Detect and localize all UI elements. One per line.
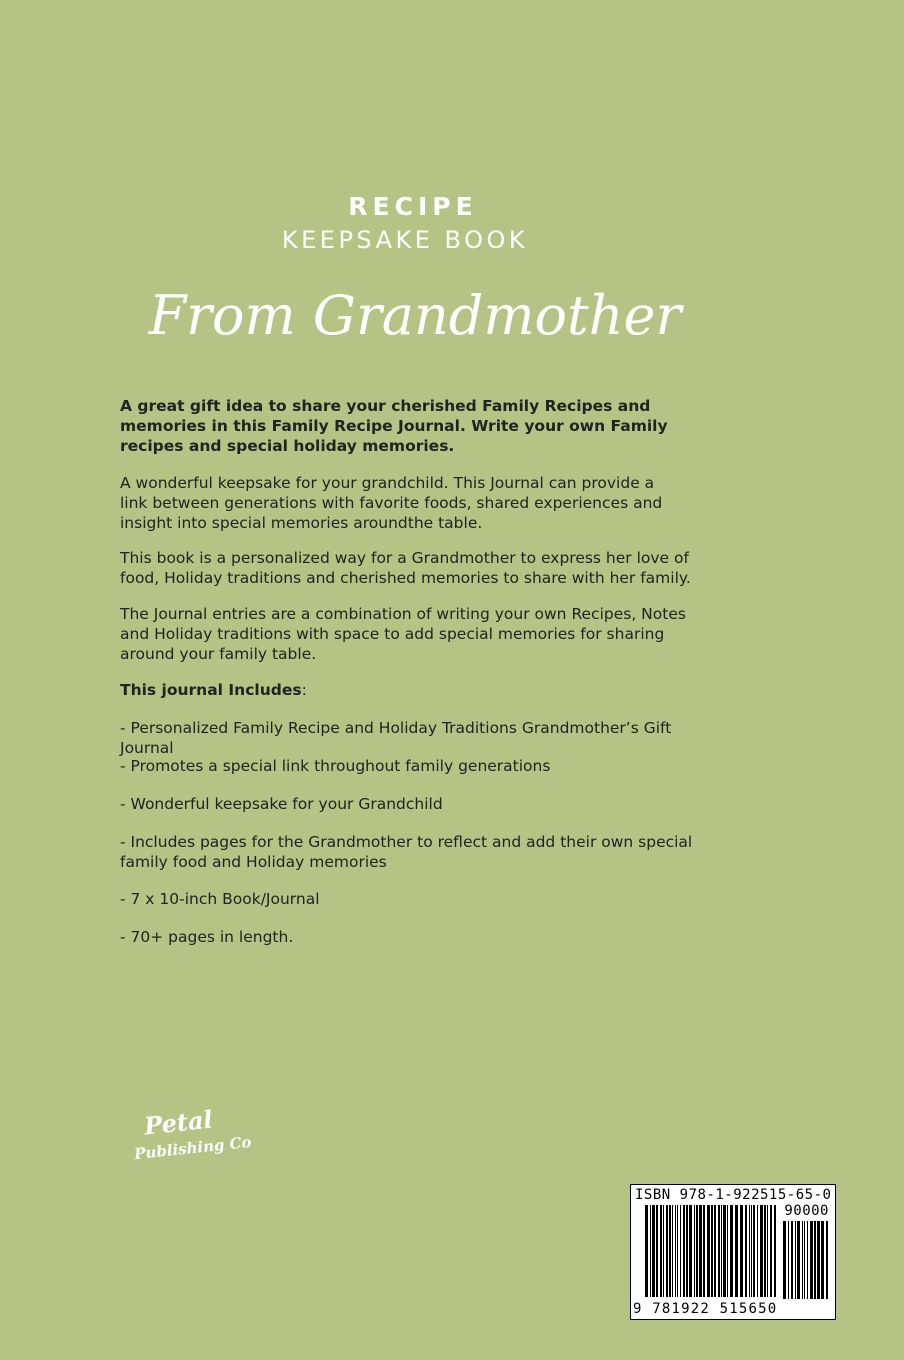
publisher-logo — [133, 1104, 253, 1164]
barcode-bar — [760, 1205, 763, 1297]
barcode-bar — [810, 1221, 813, 1299]
barcode-bar — [757, 1205, 758, 1297]
barcode-bar — [675, 1205, 676, 1297]
barcode-bar — [696, 1205, 698, 1297]
barcode-bar — [788, 1221, 789, 1299]
list-item: - 7 x 10-inch Book/Journal — [120, 890, 320, 908]
includes-heading — [120, 680, 720, 700]
barcode-bar — [751, 1205, 752, 1297]
barcode-bar — [804, 1221, 805, 1299]
barcode-bar — [783, 1221, 786, 1299]
publisher-name-line2: Publishing Co — [133, 1132, 253, 1164]
intro-paragraph: A great gift idea to share your cherished Family Recipes and memories in this Family Recipe Journal. Write your own Family recipes and special holiday memories. — [120, 397, 668, 455]
barcode-bar — [686, 1205, 688, 1297]
list-item: - Wonderful keepsake for your Grandchild — [120, 795, 443, 813]
isbn-label: ISBN 978-1-922515-65-0 — [635, 1187, 832, 1203]
paragraph-journal-entries: The Journal entries are a combination of writing your own Recipes, Notes and Holiday traditions with space to add special memories for sharing around your family table. — [120, 605, 686, 663]
barcode-bar — [714, 1205, 716, 1297]
list-item: - Includes pages for the Grandmother to reflect and add their own special family food and Holiday memories — [120, 833, 693, 871]
barcode-bar — [821, 1221, 824, 1299]
barcode-bar — [727, 1205, 728, 1297]
barcode-bar — [711, 1205, 713, 1297]
barcode-bar — [767, 1205, 768, 1297]
barcode-bar — [683, 1205, 685, 1297]
barcode-bar — [749, 1205, 750, 1297]
barcode-bar — [723, 1205, 726, 1297]
barcode-bar — [770, 1205, 772, 1297]
barcode-bar — [814, 1221, 816, 1299]
barcode-bar — [694, 1205, 695, 1297]
barcode-bar — [740, 1205, 743, 1297]
barcode-bar — [753, 1205, 755, 1297]
barcode-bar — [745, 1205, 747, 1297]
barcode-bar — [672, 1205, 673, 1297]
barcode-bar — [791, 1221, 793, 1299]
includes-heading-colon: : — [301, 681, 307, 699]
barcode-bar — [735, 1205, 738, 1297]
barcode-bar — [817, 1221, 820, 1299]
includes-heading-label: This journal Includes — [120, 681, 302, 699]
barcode-bar — [677, 1205, 678, 1297]
barcode-bar — [707, 1205, 710, 1297]
barcode-bar — [680, 1205, 681, 1297]
barcode-bar — [650, 1205, 651, 1297]
paragraph-keepsake: A wonderful keepsake for your grandchild. This Journal can provide a link between generations with favorite foods, shared experiences and insight into special memories aroundthe table. — [120, 474, 663, 532]
barcode-bar — [689, 1205, 692, 1297]
title-script-from-grandmother: From Grandmother — [148, 284, 682, 347]
barcode-bar — [826, 1221, 828, 1299]
barcode-bar — [699, 1205, 702, 1297]
barcode-addon-label: 90000 — [784, 1203, 829, 1219]
barcode-bar — [656, 1205, 658, 1297]
barcode-box — [630, 1184, 836, 1320]
list-item: - 70+ pages in length. — [120, 928, 294, 946]
publisher-name-line1: Petal — [142, 1104, 214, 1141]
barcode-bar — [663, 1205, 664, 1297]
barcode-bar — [703, 1205, 705, 1297]
title-recipe: RECIPE — [348, 192, 478, 221]
barcode-digits: 9 781922 515650 — [633, 1301, 778, 1317]
barcode-addon-bars — [783, 1221, 831, 1299]
barcode-bar — [795, 1221, 796, 1299]
barcode-bar — [774, 1205, 776, 1297]
list-item: - Promotes a special link throughout family generations — [120, 757, 551, 775]
barcode-bar — [721, 1205, 722, 1297]
barcode-bar — [802, 1221, 803, 1299]
barcode-bar — [807, 1221, 808, 1299]
paragraph-personalized: This book is a personalized way for a Grandmother to express her love of food, Holiday traditions and cherished memories to share with her family. — [120, 549, 691, 587]
title-keepsake-book: KEEPSAKE BOOK — [281, 226, 529, 254]
barcode-main-bars — [645, 1205, 779, 1297]
barcode-bar — [669, 1205, 671, 1297]
barcode-bar — [764, 1205, 766, 1297]
barcode-bar — [797, 1221, 800, 1299]
barcode-bar — [645, 1205, 648, 1297]
barcode-bar — [660, 1205, 662, 1297]
barcode-bar — [718, 1205, 720, 1297]
barcode-bar — [730, 1205, 733, 1297]
list-item: - Personalized Family Recipe and Holiday Traditions Grandmother’s Gift Journal — [120, 719, 672, 757]
barcode-bar — [652, 1205, 655, 1297]
barcode-bar — [666, 1205, 668, 1297]
